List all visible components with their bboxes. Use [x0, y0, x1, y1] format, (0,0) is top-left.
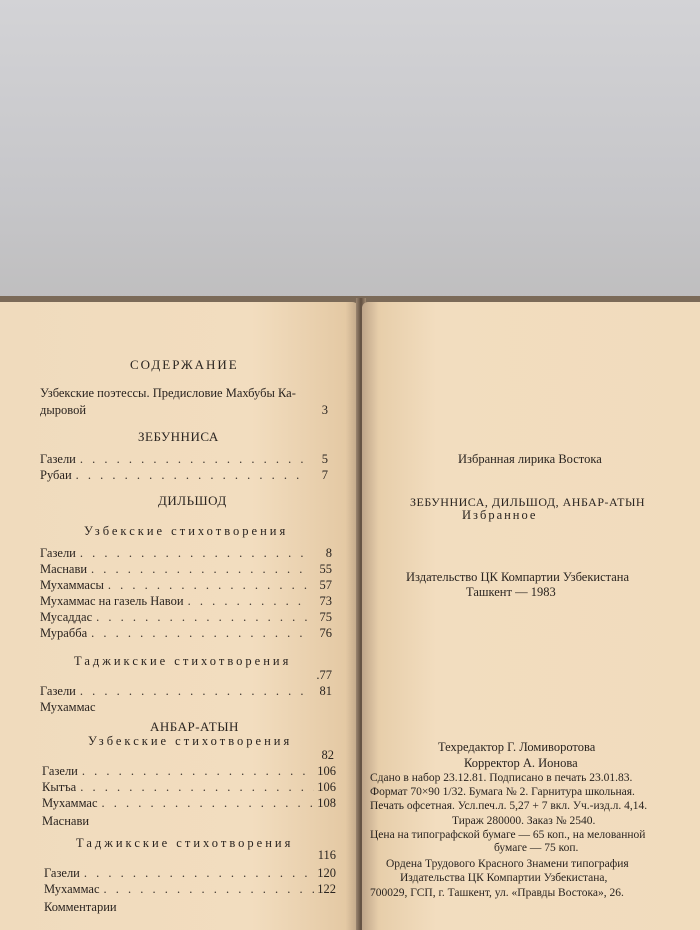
toc-label: Кытъа: [42, 780, 77, 794]
page-number: 108: [317, 796, 336, 810]
toc-row: [40, 668, 332, 682]
toc-label: Мухаммас: [42, 796, 98, 810]
series-name: Избранная лирика Востока: [458, 452, 602, 466]
leader-dots: [87, 626, 310, 640]
toc-label: Мухаммас: [44, 882, 100, 896]
toc-row: [40, 748, 334, 762]
page-number: 55: [319, 562, 332, 576]
toc-label: Газели: [40, 546, 76, 560]
toc-label: Газели: [44, 866, 80, 880]
toc-row: [40, 403, 328, 417]
leader-dots: [76, 546, 310, 560]
leader-dots: [100, 882, 314, 896]
page-number: 5: [321, 452, 328, 466]
print-detail-line: Сдано в набор 23.12.81. Подписано в печать 23.01.83.: [370, 772, 633, 784]
section-title: ЗЕБУННИСА: [138, 429, 219, 444]
leader-dots: [92, 610, 310, 624]
page-number: 7: [321, 468, 328, 482]
toc-label: Маснави: [42, 814, 90, 828]
contents-title: СОДЕРЖАНИЕ: [130, 357, 239, 372]
corrector: Корректор А. Ионова: [464, 756, 578, 770]
toc-label: Мухаммас: [40, 700, 96, 714]
page-number: 73: [319, 594, 332, 608]
toc-row: [44, 866, 336, 880]
toc-label: Маснави: [40, 562, 88, 576]
tech-editor: Техредактор Г. Ломиворотова: [438, 740, 596, 754]
place-year: Ташкент — 1983: [466, 585, 556, 599]
toc-row: [44, 848, 336, 862]
toc-row: [42, 796, 336, 810]
intro-line-1: Узбекские поэтессы. Предисловие Махбубы Ка-: [40, 386, 296, 400]
subsection-title: Таджикские стихотворения: [76, 836, 294, 850]
leader-dots: [76, 684, 310, 698]
toc-row: [40, 684, 332, 698]
toc-row: [40, 700, 332, 714]
page-number: 3: [321, 403, 328, 417]
leader-dots: [184, 594, 310, 608]
subsection-title: Узбекские стихотворения: [84, 524, 289, 538]
toc-label: Комментарии: [44, 900, 117, 914]
leader-dots: [76, 780, 314, 794]
toc-row: [42, 814, 336, 828]
toc-row: [40, 468, 328, 482]
background: [0, 0, 700, 330]
toc-row: [40, 578, 332, 592]
toc-row: [44, 882, 336, 896]
page-number: 57: [319, 578, 332, 592]
toc-label: Газели: [40, 452, 76, 466]
subsection-title: Таджикские стихотворения: [74, 654, 292, 668]
print-detail-line: Ордена Трудового Красного Знамени типография: [386, 858, 629, 870]
toc-label: Мухаммасы: [40, 578, 104, 592]
page-number: .77: [316, 668, 332, 682]
toc-row: [40, 452, 328, 466]
book-subtitle: Избранное: [462, 508, 538, 522]
leader-dots: [104, 578, 310, 592]
toc-row: [40, 610, 332, 624]
toc-label: Мурабба: [40, 626, 88, 640]
toc-row: [40, 594, 332, 608]
page-number: 75: [319, 610, 332, 624]
page-number: 106: [317, 764, 336, 778]
print-detail-line: Печать офсетная. Усл.печ.л. 5,27 + 7 вкл. Уч.-изд.л. 4,14.: [370, 800, 648, 812]
leader-dots: [78, 764, 314, 778]
page-number: 82: [321, 748, 334, 762]
print-detail-line: Издательства ЦК Компартии Узбекистана,: [400, 872, 608, 884]
leader-dots: [76, 452, 306, 466]
toc-row: [44, 900, 336, 914]
imprint-page: [362, 302, 700, 930]
section-title: АНБАР-АТЫН: [150, 719, 239, 734]
toc-row: [42, 764, 336, 778]
page-number: 106: [317, 780, 336, 794]
page-number: 116: [317, 848, 336, 862]
toc-label: Мухаммас на газель Навои: [40, 594, 184, 608]
toc-label: Газели: [42, 764, 78, 778]
page-number: 76: [319, 626, 332, 640]
toc-row: [42, 780, 336, 794]
leader-dots: [87, 562, 310, 576]
leader-dots: [80, 866, 314, 880]
page-number: 120: [317, 866, 336, 880]
print-detail-line: 700029, ГСП, г. Ташкент, ул. «Правды Востока», 26.: [370, 887, 624, 899]
book-title: ЗЕБУННИСА, ДИЛЬШОД, АНБАР-АТЫН: [410, 495, 646, 509]
publisher: Издательство ЦК Компартии Узбекистана: [406, 570, 630, 584]
print-detail-line: бумаге — 75 коп.: [494, 842, 579, 854]
leader-dots: [72, 468, 306, 482]
print-detail-line: Цена на типографской бумаге — 65 коп., на мелованной: [370, 829, 646, 841]
print-detail-line: Тираж 280000. Заказ № 2540.: [452, 815, 596, 827]
toc-label: Рубаи: [40, 468, 72, 482]
page-number: 8: [325, 546, 332, 560]
toc-row: [40, 546, 332, 560]
toc-label: Мусаддас: [40, 610, 93, 624]
toc-row: [40, 562, 332, 576]
contents-page: [0, 302, 360, 930]
page-number: 81: [319, 684, 332, 698]
subsection-title: Узбекские стихотворения: [88, 734, 293, 748]
leader-dots: [98, 796, 314, 810]
toc-row: [40, 626, 332, 640]
section-title: ДИЛЬШОД: [158, 493, 227, 508]
intro-line-2: дыровой: [40, 403, 87, 417]
toc-label: Газели: [40, 684, 76, 698]
page-number: 122: [317, 882, 336, 896]
print-detail-line: Формат 70×90 1/32. Бумага № 2. Гарнитура школьная.: [370, 786, 635, 798]
